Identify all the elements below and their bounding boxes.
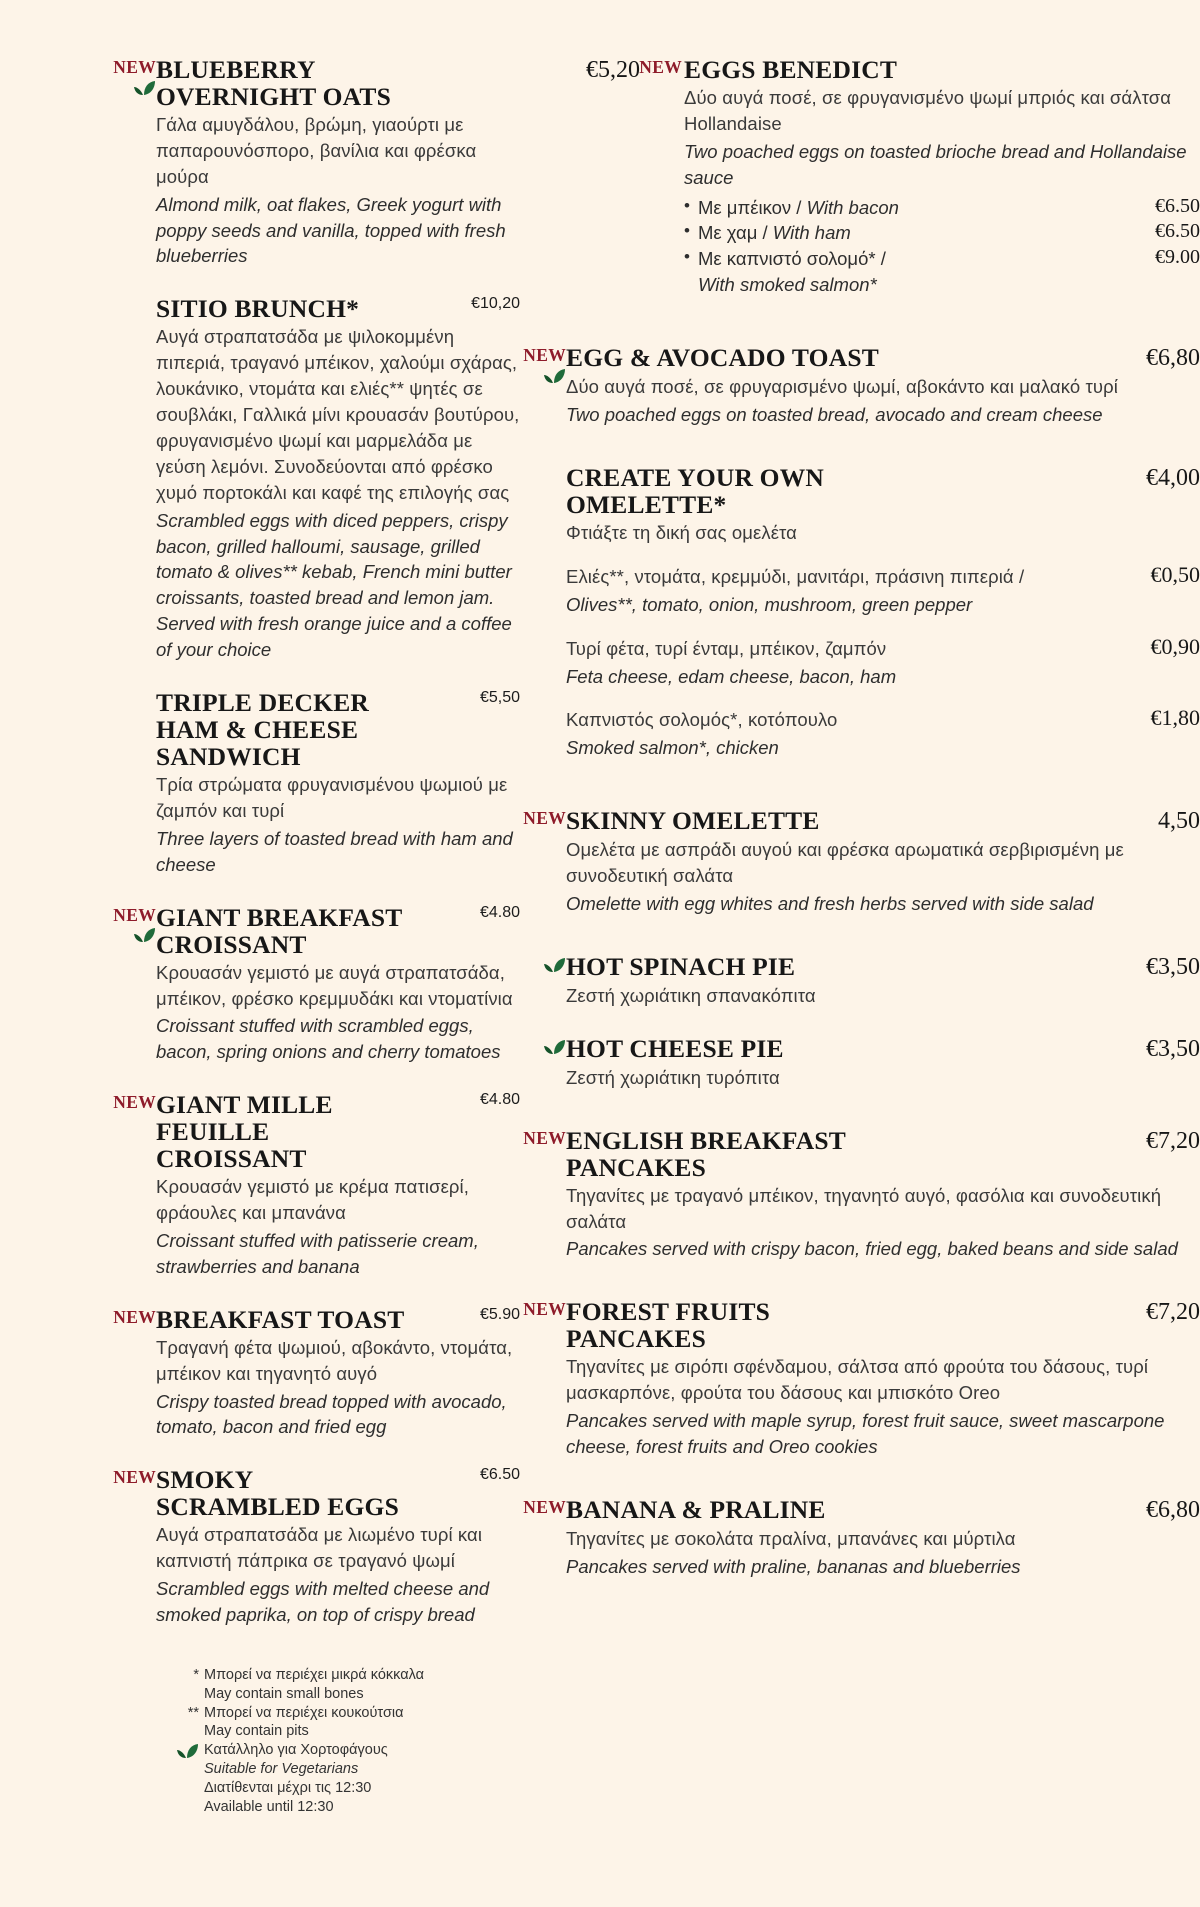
item-title: BANANA & PRALINE [566,1494,826,1524]
menu-item-giant-breakfast-croissant[interactable] [110,904,520,1066]
item-description-english: Almond milk, oat flakes, Greek yogurt with poppy seeds and vanilla, topped with fresh blueberries [156,193,506,267]
addon-text-english: Smoked salmon*, chicken [566,737,779,759]
item-title: HOT CHEESE PIE [566,1033,784,1063]
option-continuation [684,272,1200,298]
addon-text-greek: Καπνιστός σολομός*, κοτόπουλο [566,709,838,731]
item-title-text [156,56,415,110]
item-description-greek: Ζεστή χωριάτικη τυρόπιτα [566,1066,780,1088]
new-badge: NEW [523,808,566,829]
option-price: €6.50 [1155,220,1200,243]
omelette-addon-row[interactable] [566,562,1200,618]
item-description-greek: Αυγά στραπατσάδα με λιωμένο τυρί και καπνιστή πάπρικα σε τραγανό ψωμί [156,1524,483,1572]
addon-text-greek: Ελιές**, ντομάτα, κρεμμύδι, μανιτάρι, πράσινη πιπεριά / [566,565,1025,587]
footnote-text-english: May contain pits [204,1723,309,1740]
menu-item-forest-fruits-pancakes[interactable] [520,1298,1200,1460]
leaf-icon [544,368,566,384]
menu-item-banana-praline[interactable] [520,1496,1200,1580]
footnote-text-greek: Μπορεί να περιέχει μικρά κόκκαλα [204,1666,425,1683]
item-title: ENGLISH BREAKFAST PANCAKES [566,1125,846,1182]
new-badge: NEW [113,904,156,925]
item-body [156,689,520,878]
item-title-text [156,904,415,958]
item-title-row [566,1298,1200,1352]
item-options [684,195,1200,299]
menu-column-left [0,56,520,1817]
item-body [566,1496,1200,1580]
new-badge: NEW [523,1127,566,1148]
new-badge: NEW [113,57,156,77]
option-label: • Με καπνιστό σολομό* / [684,246,1145,272]
item-price: €10,20 [471,295,520,313]
spacer [520,787,1200,807]
option-label-english: With smoked salmon* [698,274,877,296]
new-badge: NEW [113,1092,156,1113]
footnote-row [170,1685,520,1704]
item-flags [520,1127,566,1263]
footnote-text-english: Suitable for Vegetarians [204,1761,359,1778]
item-body [156,1466,520,1628]
new-badge: NEW [523,1299,566,1320]
menu-item-eggs-benedict[interactable] [520,56,1200,298]
menu-item-smoky-scrambled-eggs[interactable] [110,1466,520,1628]
item-title-row [566,953,1200,981]
leaf-icon [544,1039,566,1055]
item-title: BREAKFAST TOAST [156,1304,405,1334]
menu-column-right [520,56,1200,1817]
item-description-english: Croissant stuffed with scrambled eggs, bacon, spring onions and cherry tomatoes [156,1015,501,1063]
footnote-row [170,1760,520,1779]
item-description-greek: Τηγανίτες με σοκολάτα πραλίνα, μπανάνες και μύρτιλα [566,1527,1016,1549]
item-title: GIANT BREAKFAST CROISSANT [156,902,403,959]
item-body [156,1091,520,1280]
item-description-greek: Γάλα αμυγδάλου, βρώμη, γιαούρτι με παπαρουνόσπορο, βανίλια και φρέσκα μούρα [156,114,477,187]
item-title-row [566,344,1200,372]
item-description-english: Pancakes served with praline, bananas and blueberries [566,1555,1021,1577]
item-body [156,904,520,1066]
item-body [566,807,1200,917]
item-body [156,1306,520,1441]
item-description-greek: Τρία στρώματα φρυγανισμένου ψωμιού με ζαμπόν και τυρί [156,774,508,821]
item-description-english: Pancakes served with crispy bacon, fried egg, baked beans and side salad [566,1238,1178,1260]
addon-text-english: Olives**, tomato, onion, mushroom, green pepper [566,593,973,615]
item-body [682,56,1200,298]
footnote-row [170,1666,520,1685]
item-description-greek: Φτιάξτε τη δική σας ομελέτα [566,521,797,543]
menu-item-giant-mille-feuille-croissant[interactable] [110,1091,520,1280]
item-price: €6.50 [479,1466,520,1484]
item-body [566,1035,1200,1091]
item-flags [110,689,156,878]
addon-price: €1,80 [1150,705,1200,731]
menu-item-sitio-brunch[interactable] [110,295,520,663]
item-flags [520,344,566,428]
item-title-row [156,1091,520,1172]
footnotes [110,1666,520,1817]
item-flags [110,1091,156,1280]
omelette-addon-row[interactable] [566,705,1200,761]
item-title-row [156,1306,520,1333]
item-flags [110,1306,156,1441]
footnote-row [170,1741,520,1760]
addon-text [566,634,1137,690]
item-title-text [156,1306,415,1333]
addon-price: €0,90 [1150,633,1200,659]
item-title-row [566,1496,1200,1524]
item-title-row [566,464,1200,518]
item-description-english: Croissant stuffed with patisserie cream, strawberries and banana [156,1230,479,1277]
item-title-row [566,807,1200,835]
item-description-english: Scrambled eggs with melted cheese and smoked paprika, on top of crispy bread [156,1578,490,1626]
item-body [566,1298,1200,1460]
item-title: FOREST FRUITS PANCAKES [566,1297,771,1354]
item-title-row [156,295,520,322]
item-price [415,56,520,110]
footnote-row [170,1798,520,1817]
addon-text-greek: Τυρί φέτα, τυρί ένταμ, μπέικον, ζαμπόν [566,637,887,659]
item-title-text [156,689,415,770]
item-flags [520,1298,566,1460]
leaf-icon [544,957,566,973]
option-price: €9.00 [1155,246,1200,269]
footnote-row [170,1722,520,1741]
item-title: GIANT MILLE FEUILLE CROISSANT [156,1090,333,1174]
item-price: €4,00 [1146,464,1200,491]
menu-item-breakfast-toast[interactable] [110,1306,520,1441]
item-body [566,1127,1200,1263]
item-title-row [566,1035,1200,1063]
item-flags [520,464,566,761]
item-price: €6,80 [1146,345,1200,372]
item-description-greek: Τραγανή φέτα ψωμιού, αβοκάντο, ντομάτα, μπέικον και τηγανητό αυγό [156,1336,513,1384]
item-title-text [156,295,415,322]
item-description-english: Pancakes served with maple syrup, forest fruit sauce, sweet mascarpone cheese, forest fruits and Oreo cookies [566,1410,1165,1458]
new-badge: NEW [639,57,682,77]
item-description-english: Scrambled eggs with diced peppers, crispy bacon, grilled halloumi, sausage, grilled tomato & olives** kebab, French mini butter croissants, toasted bread and lemon jam. Served with fresh orange juice and a coffee of your choice [156,509,512,661]
option-row[interactable] [684,195,1200,221]
item-description-english: Omelette with egg whites and fresh herbs served with side salad [566,892,1094,914]
menu-item-hot-cheese-pie[interactable] [520,1035,1200,1091]
item-flags [640,56,682,298]
item-description-greek: Αυγά στραπατσάδα με ψιλοκομμένη πιπεριά, τραγανό μπέικον, χαλούμι σχάρας, λουκάνικο, ντομάτα και ελιές** ψητές σε σουβλάκι, Γαλλικά μίνι κρουασάν βουτύρου, φρυγανισμένο ψωμί και μαρμελάδα με γεύση λεμόνι. Συνοδεύονται από φρέσκο χυμό πορτοκάλι και καφέ της επιλογής σας [156,326,520,503]
addon-text [566,705,1137,761]
option-row[interactable] [684,246,1200,272]
footnote-row [170,1779,520,1798]
leaf-icon [134,927,156,943]
item-title-row [156,1466,520,1520]
item-flags [520,807,566,917]
item-description-english: Crispy toasted bread topped with avocado, tomato, bacon and fried egg [156,1390,507,1438]
footnote-text-english: Available until 12:30 [204,1798,334,1815]
item-body [156,56,520,269]
item-price: €6,80 [1146,1496,1200,1523]
item-description-greek: Τηγανίτες με τραγανό μπέικον, τηγανητό αυγό, φασόλια και συνοδευτική σαλάτα [566,1184,1162,1232]
item-title-row [156,904,520,958]
item-price: €7,20 [1146,1127,1200,1154]
item-flags [110,1466,156,1628]
item-price: €5,50 [479,688,520,706]
item-title: EGGS BENEDICT [684,55,898,84]
menu-item-english-breakfast-pancakes[interactable] [520,1127,1200,1263]
item-price: €4.80 [479,1091,520,1109]
menu-item-create-your-own-omelette[interactable] [520,464,1200,761]
item-price: 4,50 [1158,808,1200,835]
new-badge: NEW [523,345,566,366]
option-label: • Με μπέικον / With bacon [684,195,1145,221]
item-title: EGG & AVOCADO TOAST [566,343,879,373]
item-price: €3,50 [1146,953,1200,980]
item-body [566,953,1200,1009]
footnote-text-greek: Διατίθενται μέχρι τις 12:30 [204,1780,372,1797]
item-description-greek: Δύο αυγά ποσέ, σε φρυγανισμένο ψωμί μπριός και σάλτσα Hollandaise [684,87,1172,134]
item-title-row [156,689,520,770]
item-title: SMOKY SCRAMBLED EGGS [156,1465,399,1522]
item-title-row [566,1127,1200,1181]
item-price: €3,50 [1146,1035,1200,1062]
spacer [520,324,1200,344]
item-body [156,295,520,663]
item-flags [110,56,156,269]
item-price: €5.90 [479,1305,520,1323]
item-description-english: Two poached eggs on toasted brioche bread and Hollandaise sauce [684,140,1187,188]
item-title-text [156,1466,415,1520]
item-title: BLUEBERRY OVERNIGHT OATS [156,55,391,112]
item-price: €4.80 [479,903,520,921]
item-title: SKINNY OMELETTE [566,806,820,836]
option-row[interactable] [684,220,1200,246]
option-price: €6.50 [1155,194,1200,217]
item-price: €7,20 [1146,1299,1200,1326]
item-description-greek: Δύο αυγά ποσέ, σε φρυγαρισμένο ψωμί, αβοκάντο και μαλακό τυρί [566,376,1118,398]
addon-price: €0,50 [1150,561,1200,587]
item-description-greek: Ομελέτα με ασπράδι αυγού και φρέσκα αρωματικά σερβιρισμένη με συνοδευτική σαλάτα [566,839,1124,887]
item-flags [110,295,156,663]
item-description-english: Three layers of toasted bread with ham and cheese [156,827,513,875]
menu-item-skinny-omelette[interactable] [520,807,1200,917]
menu-item-triple-decker-ham-cheese-sandwich[interactable] [110,689,520,878]
addon-text-english: Feta cheese, edam cheese, bacon, ham [566,665,897,687]
menu-item-blueberry-overnight-oats[interactable] [110,56,520,269]
footnote-row [170,1704,520,1723]
item-body [566,344,1200,428]
footnote-mark: ** [187,1704,199,1721]
option-label: • Με χαμ / With ham [684,220,1145,246]
menu-item-hot-spinach-pie[interactable] [520,953,1200,1009]
omelette-addon-row[interactable] [566,634,1200,690]
new-badge: NEW [113,1467,156,1488]
item-title: HOT SPINACH PIE [566,951,796,981]
item-flags [520,1035,566,1091]
item-description-english: Two poached eggs on toasted bread, avocado and cream cheese [566,404,1103,426]
leaf-icon [170,1741,204,1759]
item-title-row [156,56,520,110]
item-title: CREATE YOUR OWN OMELETTE* [566,462,825,519]
item-description-greek: Ζεστή χωριάτικη σπανακόπιτα [566,984,816,1006]
footnote-text-greek: Κατάλληλο για Χορτοφάγους [204,1742,388,1759]
new-badge: NEW [523,1496,566,1517]
menu-item-egg-avocado-toast[interactable] [520,344,1200,428]
item-body [566,464,1200,761]
new-badge: NEW [113,1306,156,1327]
leaf-icon [134,80,156,96]
item-flags [110,904,156,1066]
item-description-greek: Κρουασάν γεμιστό με αυγά στραπατσάδα, μπέικον, φρέσκο κρεμμυδάκι και ντοματίνια [156,961,513,1009]
item-description-greek: Κρουασάν γεμιστό με κρέμα πατισερί, φράουλες και μπανάνα [156,1176,470,1224]
item-title: SITIO BRUNCH* [156,294,360,324]
menu-columns [0,56,1200,1817]
footnote-text-english: May contain small bones [204,1685,364,1702]
item-title: TRIPLE DECKER HAM & CHEESE SANDWICH [156,687,370,771]
footnote-text-greek: Μπορεί να περιέχει κουκούτσια [204,1704,404,1721]
item-flags [520,1496,566,1580]
addon-text [566,562,1137,618]
item-price: €5,20 [586,57,640,83]
item-title-text [156,1091,415,1172]
footnote-mark: * [193,1666,199,1683]
item-description-greek: Τηγανίτες με σιρόπι σφένδαμου, σάλτσα από φρούτα του δάσους, τυρί μασκαρπόνε, φρούτα του δάσους και μπισκότο Oreo [566,1356,1149,1404]
item-flags [520,953,566,1009]
